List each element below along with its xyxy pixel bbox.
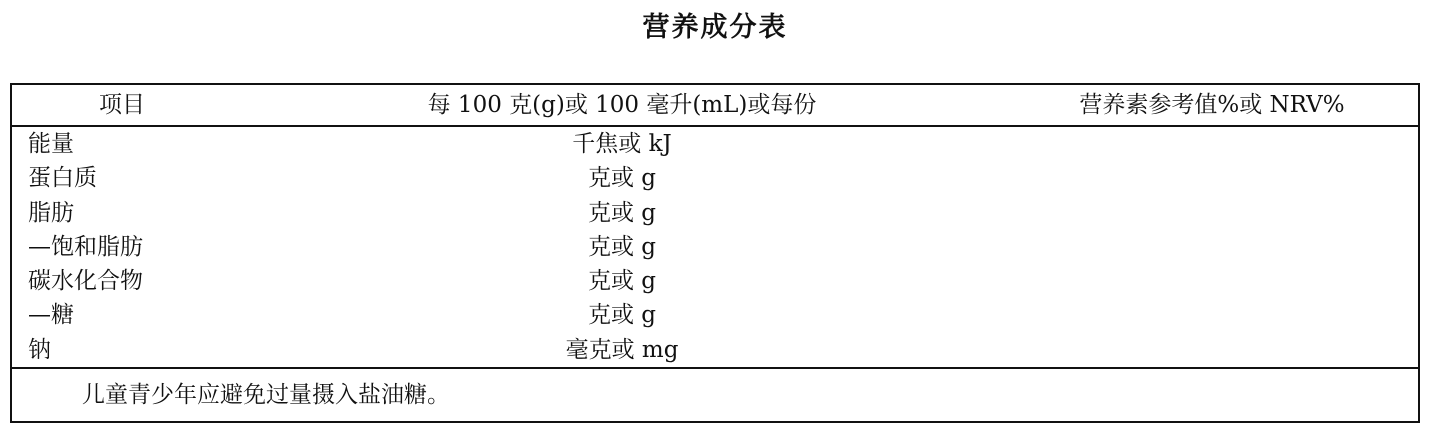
nutrient-unit: 克或 g — [587, 302, 657, 329]
table-title: 营养成分表 — [642, 12, 788, 43]
table-row — [12, 333, 1418, 367]
nutrient-name: 碳水化合物 — [28, 268, 143, 295]
nutrient-unit: 克或 g — [587, 165, 657, 192]
nutrient-name: 脂肪 — [28, 199, 74, 226]
footer-note: 儿童青少年应避免过量摄入盐油糖。 — [82, 382, 450, 408]
header-per-amount: 每 100 克(g)或 100 毫升(mL)或每份 — [427, 92, 817, 118]
nutrient-name: 钠 — [28, 336, 51, 363]
nutrient-unit: 克或 g — [587, 233, 657, 260]
nutrient-name: —饱和脂肪 — [28, 233, 143, 260]
nutrient-unit: 毫克或 mg — [565, 336, 679, 363]
table-row — [12, 298, 1418, 332]
table-row — [12, 264, 1418, 298]
nutrition-facts-table — [10, 83, 1420, 423]
table-row — [12, 161, 1418, 195]
nutrient-name: 能量 — [28, 131, 74, 157]
header-item: 项目 — [99, 92, 145, 118]
table-footer — [12, 367, 1418, 423]
table-header-row — [12, 85, 1418, 127]
table-row — [12, 230, 1418, 264]
table-body — [12, 127, 1418, 367]
nutrient-unit: 克或 g — [587, 268, 657, 295]
nutrient-name: —糖 — [28, 302, 74, 329]
nutrient-unit: 克或 g — [587, 199, 657, 226]
table-row — [12, 196, 1418, 230]
table-row — [12, 127, 1418, 161]
nutrient-unit: 千焦或 kJ — [572, 131, 672, 157]
header-nrv: 营养素参考值%或 NRV% — [1079, 92, 1345, 118]
nutrient-name: 蛋白质 — [28, 165, 97, 192]
